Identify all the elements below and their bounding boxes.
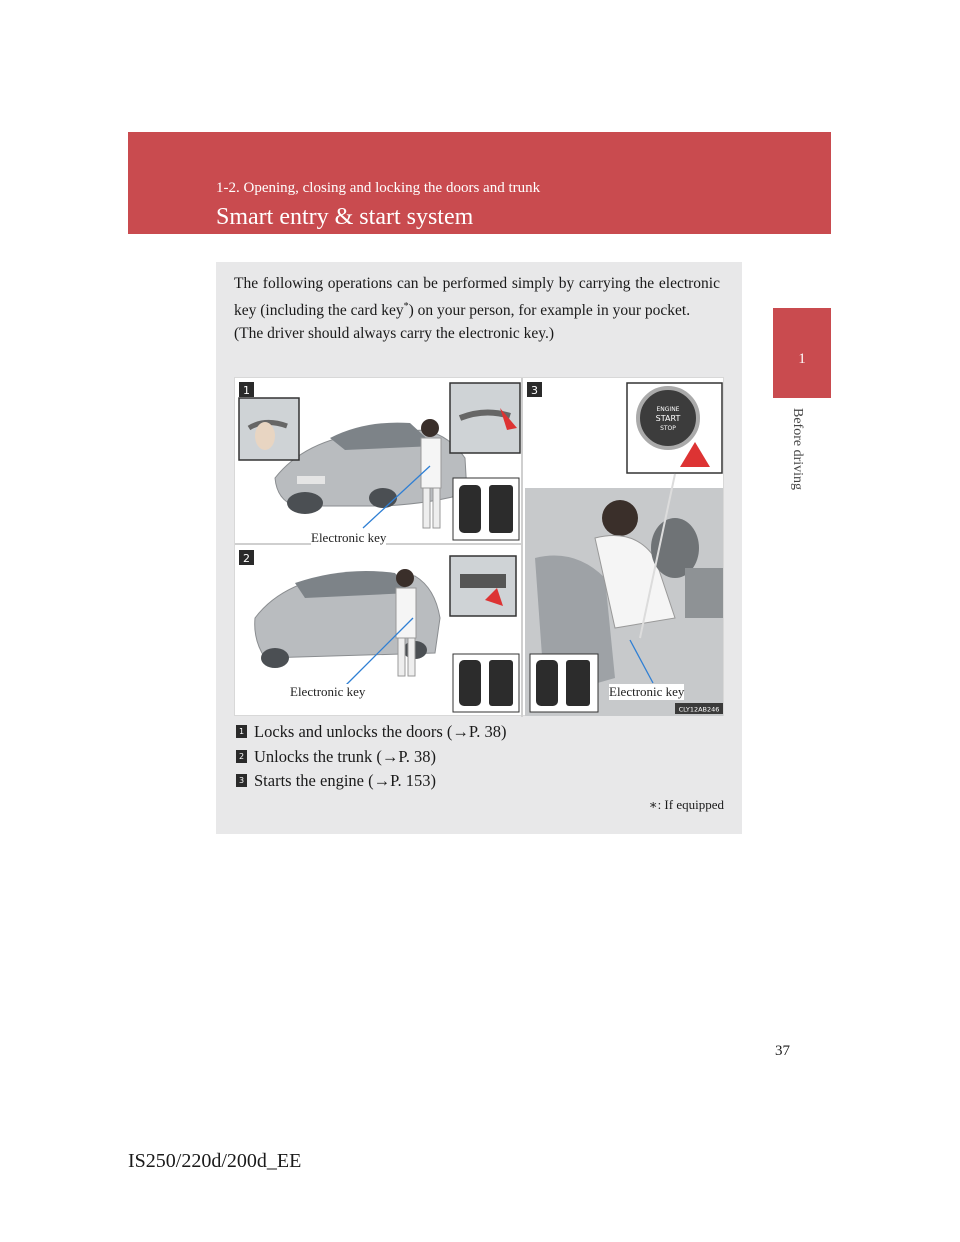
illustration-figure [234,377,724,716]
panel-badge-3 [527,382,542,397]
panel-badge-1 [239,382,254,397]
list-item-text: Unlocks the trunk (→P. 38) [254,746,436,766]
door-handle-inset-right [450,383,520,453]
operations-list [236,720,507,794]
model-code: IS250/220d/200d_EE [128,1150,302,1172]
list-item-text: Starts the engine (→P. 153) [254,771,436,790]
list-item-text: Locks and unlocks the doors (→P. 38) [254,722,507,741]
chapter-tab[interactable]: 1 [773,308,831,398]
chapter-label: Before driving [790,408,805,491]
breadcrumb: 1-2. Opening, closing and locking the doors and trunk [216,180,541,196]
electronic-key-label-2: Electronic key [290,684,366,699]
footnote-marker: * [403,301,409,312]
list-item [236,745,507,770]
intro-line3: (The driver should always carry the electronic key.) [234,325,555,343]
electronic-key-label-1: Electronic key [311,530,387,545]
number-badge-icon: 1 [236,725,247,738]
start-button-inset [627,383,722,473]
start-button-text-2: START [655,414,681,423]
list-item [236,720,507,745]
start-button-text-1: ENGINE [656,406,680,413]
number-badge-icon: 3 [236,774,247,787]
intro-line2: ) on your person, for example in your pocket. [408,302,691,320]
door-handle-inset [239,398,299,460]
panel-badge-2 [239,550,254,565]
intro-line1: The following operations can be performed simply by carrying the electronic key (including the card key [234,275,720,320]
key-fobs-1 [453,478,519,540]
list-item [236,769,507,794]
illustration [235,378,725,717]
content-box [216,262,742,834]
footnote: ∗: If equipped [648,797,724,812]
key-fobs-3 [530,654,598,712]
page-number: 37 [775,1043,790,1059]
trunk-opener-inset [450,556,516,616]
panel-number-3: 3 [531,384,538,397]
key-fobs-2 [453,654,519,712]
image-code: CLY12AB246 [678,705,720,714]
number-badge-icon: 2 [236,750,247,763]
start-button-text-3: STOP [660,425,676,432]
panel-number-1: 1 [243,384,250,397]
header-band [128,132,831,234]
page-title: Smart entry & start system [216,204,474,230]
panel-number-2: 2 [243,552,250,565]
electronic-key-label-3: Electronic key [609,684,685,699]
intro-paragraph [234,272,720,345]
